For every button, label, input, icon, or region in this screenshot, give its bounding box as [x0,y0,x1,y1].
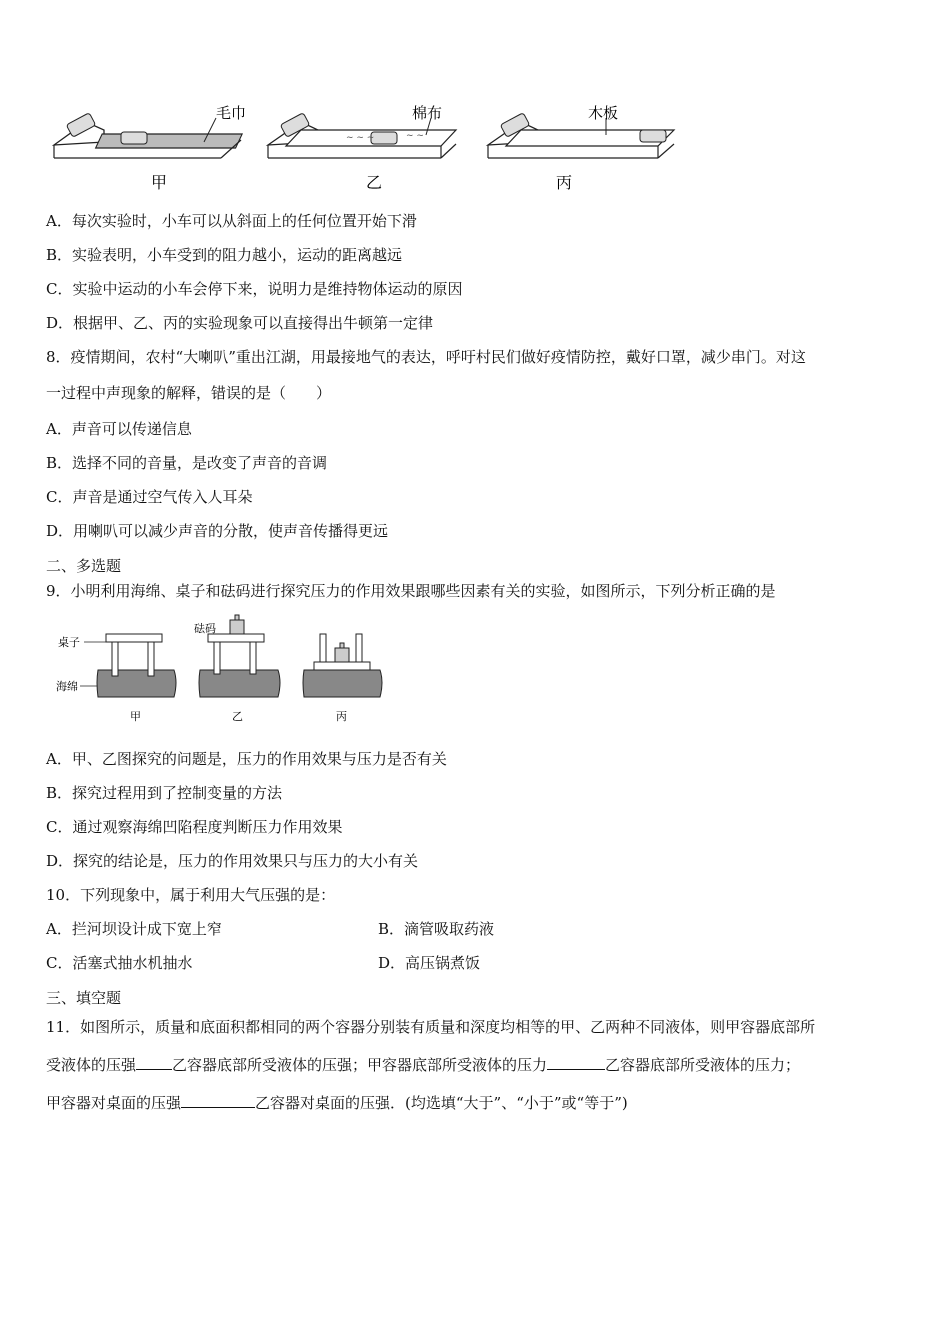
setup-sponge-bing [303,634,382,723]
section-heading-multi: 二、多选题 [46,557,122,575]
label-maojin: 毛巾 [216,104,247,122]
q8-option-c: C．声音是通过空气传入人耳朵 [46,488,253,506]
inclined-planes-drawing [46,100,686,195]
caption-yi: 乙 [366,173,383,192]
q11-line2-part1: 受液体的压强 [46,1056,137,1074]
q8-stem-line1: 8．疫情期间，农村“大喇叭”重出江湖，用最接地气的表达，呼吁村民们做好疫情防控，戴好口罩，减少串门。对这 [46,348,806,366]
setup-jia [54,104,246,192]
q10-option-c: C．活塞式抽水机抽水 [46,954,193,972]
q10-option-a: A．拦河坝设计成下宽上窄 [46,920,222,938]
q9-option-b: B．探究过程用到了控制变量的方法 [46,784,283,802]
svg-text:~ ~ ~: ~ ~ ~ [346,133,375,143]
label-mianbu: 棉布 [412,104,443,122]
setup-bing [488,104,674,192]
figure-sponge-table [50,612,390,730]
q9-option-d: D．探究的结论是，压力的作用效果只与压力的大小有关 [46,852,419,870]
figure-inclined-planes [46,100,686,195]
setup-sponge-jia [97,634,176,723]
setup-sponge-yi [194,615,280,723]
q10-option-b: B．滴管吸取药液 [378,920,495,938]
q9-option-c: C．通过观察海绵凹陷程度判断压力作用效果 [46,818,343,836]
caption-sponge-jia: 甲 [130,710,141,723]
q7-option-a: A．每次实验时，小车可以从斜面上的任何位置开始下滑 [46,212,417,230]
q8-option-b: B．选择不同的音量，是改变了声音的音调 [46,454,328,472]
caption-bing: 丙 [556,173,573,192]
q11-line2 [46,1054,800,1076]
q9-option-a: A．甲、乙图探究的问题是，压力的作用效果与压力是否有关 [46,750,447,768]
q11-line2-part3: 乙容器底部所受液体的压力； [605,1056,801,1074]
q7-option-b: B．实验表明，小车受到的阻力越小，运动的距离越远 [46,246,403,264]
q11-blank-3[interactable] [181,1093,255,1108]
q10-option-d: D．高压锅煮饭 [378,954,481,972]
setup-yi [268,104,456,192]
q11-blank-2[interactable] [547,1055,605,1070]
q10-stem: 10．下列现象中，属于利用大气压强的是： [46,886,336,904]
caption-sponge-bing: 丙 [336,710,347,723]
q8-stem-line2: 一过程中声现象的解释，错误的是（ ） [46,384,332,402]
label-zhuozi: 桌子 [58,636,80,649]
q11-line2-part2: 乙容器底部所受液体的压强；甲容器底部所受液体的压力 [172,1056,548,1074]
sponge-table-drawing [50,612,390,730]
q11-line3-part1: 甲容器对桌面的压强 [46,1094,182,1112]
label-fama: 砝码 [194,622,216,635]
q7-option-d: D．根据甲、乙、丙的实验现象可以直接得出牛顿第一定律 [46,314,434,332]
q11-line3-part2: 乙容器对桌面的压强．(均选填“大于”、“小于”或“等于”) [255,1094,628,1112]
caption-jia: 甲 [151,173,168,192]
q11-line1: 11．如图所示，质量和底面积都相同的两个容器分别装有质量和深度均相等的甲、乙两种不同液体，则甲容器底部所 [46,1018,816,1036]
q11-line3 [46,1092,628,1114]
caption-sponge-yi: 乙 [232,710,243,723]
q11-blank-1[interactable] [136,1055,172,1070]
q7-option-c: C．实验中运动的小车会停下来，说明力是维持物体运动的原因 [46,280,463,298]
label-haimian: 海绵 [56,680,78,693]
q8-option-a: A．声音可以传递信息 [46,420,192,438]
section-heading-fill: 三、填空题 [46,989,122,1007]
q9-stem: 9．小明利用海绵、桌子和砝码进行探究压力的作用效果跟哪些因素有关的实验，如图所示，下列分析正确的是 [46,582,776,600]
q8-option-d: D．用喇叭可以减少声音的分散，使声音传播得更远 [46,522,389,540]
svg-text:~ ~: ~ ~ [406,131,424,141]
label-muban: 木板 [588,104,619,122]
